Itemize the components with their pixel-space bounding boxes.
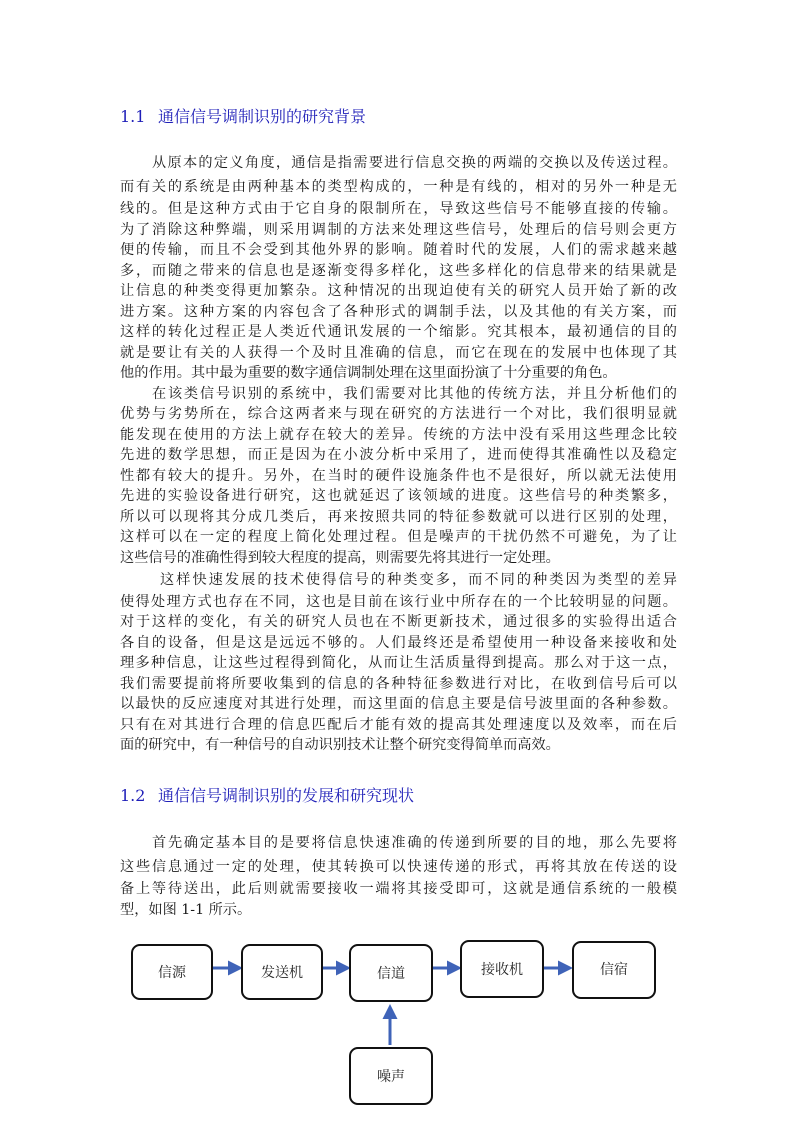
paragraph-line: 以最快的反应速度对其进行处理，而这里面的信息主要是信号波里面的各种参数。: [120, 696, 677, 712]
node-channel: [349, 944, 433, 1002]
node-label: 噪声: [377, 1069, 405, 1085]
paragraph-line: 而有关的系统是由两种基本的类型构成的，一种是有线的，相对的另外一种是无: [120, 179, 677, 195]
paragraph-line: 多，而随之带来的信息也是逐渐变得多样化，这些多样化的信息带来的结果就是: [120, 263, 677, 279]
paragraph-line: 为了消除这种弊端，则采用调制的方法来处理这些信号，处理后的信号则会更方: [120, 222, 677, 238]
paragraph-line: 让信息的种类变得更加繁杂。这种情况的出现迫使有关的研究人员开始了新的改: [120, 283, 677, 299]
paragraph-line: 面的研究中，有一种信号的自动识别技术让整个研究变得简单而高效。: [120, 737, 560, 753]
paragraph-line: 能发现在使用的方法上就存在较大的差异。传统的方法中没有采用这些理念比较: [120, 427, 677, 443]
paragraph-line: 所以可以现将其分成几类后，再来按照共同的特征参数就可以进行区别的处理，: [120, 509, 677, 525]
node-label: 接收机: [481, 962, 523, 978]
paragraph-line: 理多种信息，让这些过程得到简化，从而让生活质量得到提高。那么对于这一点，: [120, 655, 677, 671]
node-source: [131, 944, 213, 1000]
paragraph-line: 这样的转化过程正是人类近代通讯发展的一个缩影。究其根本，最初通信的目的: [120, 324, 677, 340]
section-title: 通信信号调制识别的研究背景: [158, 107, 367, 126]
paragraph-line: 从原本的定义角度，通信是指需要进行信息交换的两端的交换以及传送过程。: [152, 155, 677, 171]
node-receiver: [460, 940, 544, 998]
paragraph-line: 先进的数学思想，而正是因为在小波分析中采用了，进而使得其准确性以及稳定: [120, 447, 677, 463]
paragraph-line: 这些信号的准确性得到较大程度的提高，则需要先将其进行一定处理。: [120, 550, 560, 566]
node-sink: [572, 941, 656, 999]
paragraph-line: 各自的设备，但是这是远远不够的。人们最终还是希望使用一种设备来接收和处: [120, 635, 677, 651]
paragraph-line: 优势与劣势所在，综合这两者来与现在研究的方法进行一个对比，我们很明显就: [120, 406, 677, 422]
node-label: 发送机: [261, 965, 303, 981]
paragraph-line: 这样快速发展的技术使得信号的种类变多，而不同的种类因为类型的差异: [160, 572, 677, 588]
paragraph-line: 使得处理方式也存在不同，这也是目前在该行业中所存在的一个比较明显的问题。: [120, 594, 677, 610]
paragraph-line: 便的传输，而且不会受到其他外界的影响。随着时代的发展，人们的需求越来越: [120, 242, 677, 258]
node-label: 信源: [158, 965, 186, 981]
paragraph-line: 这样可以在一定的程度上简化处理过程。但是噪声的干扰仍然不可避免，为了让: [120, 529, 677, 545]
node-label: 信道: [377, 966, 405, 982]
paragraph-line: 先进的实验设备进行研究，这也就延迟了该领域的进度。这些信号的种类繁多，: [120, 488, 677, 504]
section-number: 1.1: [120, 107, 146, 126]
paragraph-line: 我们需要提前将所要收集到的信息的各种特征参数进行对比，在收到信号后可以: [120, 676, 677, 692]
node-noise: [349, 1047, 433, 1105]
paragraph-line: 备上等待送出，此后则就需要接收一端将其接受即可，这就是通信系统的一般模: [120, 881, 677, 897]
paragraph-line: 只有在对其进行合理的信息匹配后才能有效的提高其处理速度以及效率，而在后: [120, 717, 677, 733]
section-number: 1.2: [120, 786, 146, 805]
section-title: 通信信号调制识别的发展和研究现状: [158, 786, 415, 805]
paragraph-line: 性都有较大的提升。另外，在当时的硬件设施条件也不是很好，所以就无法使用: [120, 468, 677, 484]
paragraph-line: 首先确定基本目的是要将信息快速准确的传递到所要的目的地，那么先要将: [152, 835, 677, 851]
paragraph-line: 这些信息通过一定的处理，使其转换可以快速传递的形式，再将其放在传送的设: [120, 859, 677, 875]
paragraph-line: 就是要让有关的人获得一个及时且准确的信息，而它在现在的发展中也体现了其: [120, 345, 677, 361]
paragraph-line: 在该类信号识别的系统中，我们需要对比其他的传统方法，并且分析他们的: [152, 386, 677, 402]
paragraph-line: 线的。但是这种方式由于它自身的限制所在，导致这些信号不能够直接的传输。: [120, 201, 677, 217]
paragraph-line: 型，如图 1-1 所示。: [120, 902, 252, 918]
paragraph-line: 他的作用。其中最为重要的数字通信调制处理在这里面扮演了十分重要的角色。: [120, 365, 617, 381]
paragraph-line: 进方案。这种方案的内容包含了各种形式的调制手法，以及其他的有关方案，而: [120, 304, 677, 320]
node-transmitter: [241, 944, 323, 1000]
paragraph-line: 对于这样的变化，有关的研究人员也在不断更新技术，通过很多的实验得出适合: [120, 614, 677, 630]
node-label: 信宿: [600, 962, 628, 978]
